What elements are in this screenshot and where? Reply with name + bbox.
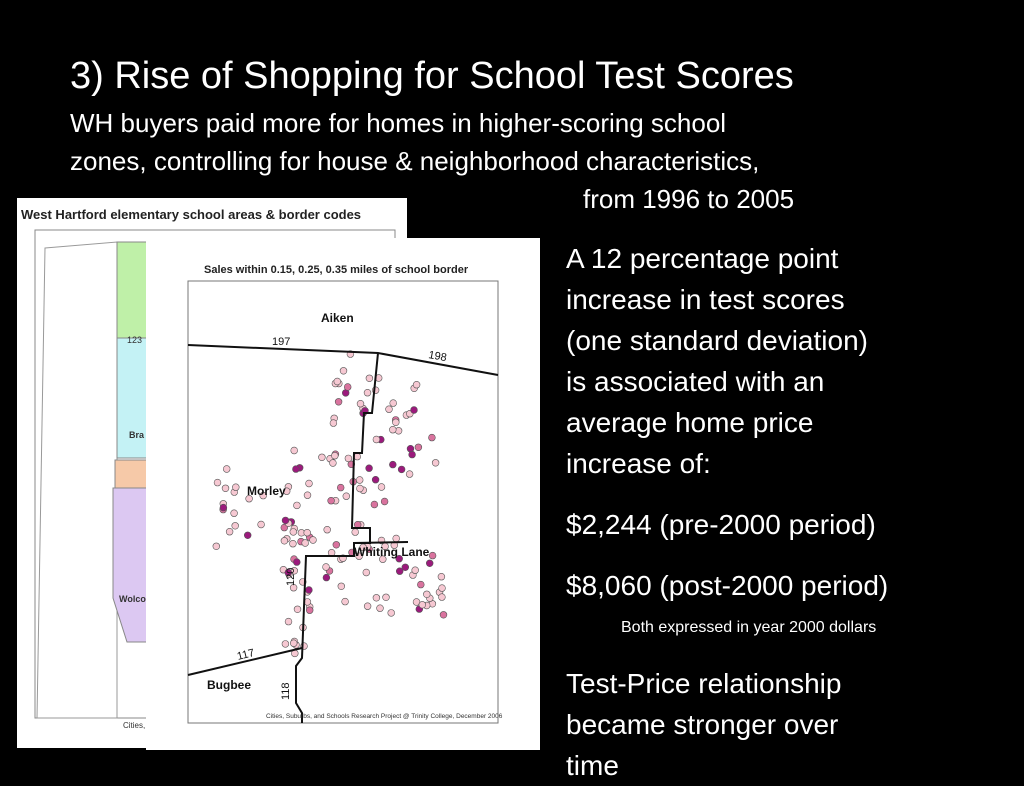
sale-point xyxy=(304,529,311,536)
sale-point xyxy=(323,564,330,571)
sale-point xyxy=(378,484,385,491)
subtitle-line-1: WH buyers paid more for homes in higher-scoring school xyxy=(70,108,727,138)
sale-point xyxy=(357,400,364,407)
sale-point xyxy=(304,492,311,499)
sale-point xyxy=(371,501,378,508)
sale-point xyxy=(439,585,446,592)
sale-point xyxy=(302,540,309,547)
sale-point xyxy=(438,573,445,580)
sale-point xyxy=(226,528,233,535)
sale-point xyxy=(377,605,384,612)
sale-point xyxy=(293,559,300,566)
sale-point xyxy=(440,611,447,618)
sale-point xyxy=(334,378,341,385)
sale-point xyxy=(432,459,439,466)
sale-point xyxy=(393,535,400,542)
school-morley: Morley xyxy=(247,484,286,498)
finding-line-1: A 12 percentage point xyxy=(566,243,839,274)
sale-point xyxy=(373,594,380,601)
map-credit: Cities, xyxy=(123,721,146,730)
sale-point xyxy=(429,434,436,441)
school-label-wolco: Wolco xyxy=(119,594,146,604)
sale-point xyxy=(290,540,297,547)
sale-point xyxy=(372,476,379,483)
sale-point xyxy=(223,466,230,473)
conclusion-line-3: time xyxy=(566,750,619,781)
sale-point xyxy=(291,447,298,454)
sale-point xyxy=(342,598,349,605)
sale-point xyxy=(419,601,426,608)
finding-line-2: increase in test scores xyxy=(566,284,845,315)
sale-point xyxy=(214,479,221,486)
sale-point xyxy=(389,426,396,433)
sale-point xyxy=(373,436,380,443)
post-2000-value: $8,060 (post-2000 period) xyxy=(566,570,889,601)
conclusion-line-1: Test-Price relationship xyxy=(566,668,842,699)
sale-point xyxy=(293,466,300,473)
sales-map-title: Sales within 0.15, 0.25, 0.35 miles of school border xyxy=(204,264,469,276)
sale-point xyxy=(220,504,227,511)
sale-point xyxy=(294,502,301,509)
sale-point xyxy=(290,640,297,647)
sale-point xyxy=(324,526,331,533)
school-areas-map-title: West Hartford elementary school areas & border codes xyxy=(21,207,362,222)
sale-point xyxy=(306,480,313,487)
sale-point xyxy=(426,560,433,567)
finding-line-5: average home price xyxy=(566,407,814,438)
subtitle-line-2: zones, controlling for house & neighborhood characteristics, xyxy=(70,146,760,176)
border-line-whiting xyxy=(354,542,408,543)
sale-point xyxy=(406,471,413,478)
slide-title: 3) Rise of Shopping for School Test Scores xyxy=(70,55,794,97)
school-whiting-lane: Whiting Lane xyxy=(354,545,430,559)
border-code-197: 197 xyxy=(272,336,291,348)
sale-point xyxy=(244,532,251,539)
dollars-note: Both expressed in year 2000 dollars xyxy=(621,619,877,636)
sale-point xyxy=(330,420,337,427)
sale-point xyxy=(357,485,364,492)
sales-border-map-drawing xyxy=(146,238,540,750)
sale-point xyxy=(306,607,313,614)
sale-point xyxy=(423,591,430,598)
sale-point xyxy=(402,564,409,571)
sale-point xyxy=(343,493,350,500)
sale-point xyxy=(282,517,289,524)
sale-point xyxy=(330,460,337,467)
sale-point xyxy=(294,606,301,613)
sale-point xyxy=(392,419,399,426)
conclusion-line-2: became stronger over xyxy=(566,709,839,740)
sale-point xyxy=(328,497,335,504)
sale-point xyxy=(390,400,397,407)
school-aiken: Aiken xyxy=(321,311,354,325)
sale-point xyxy=(232,484,239,491)
sale-point xyxy=(383,594,390,601)
sale-point xyxy=(413,381,420,388)
sale-point xyxy=(381,498,388,505)
sale-point xyxy=(344,384,351,391)
sale-point xyxy=(345,455,352,462)
sale-point xyxy=(319,454,326,461)
sale-point xyxy=(429,552,436,559)
pre-2000-value: $2,244 (pre-2000 period) xyxy=(566,509,876,540)
sale-point xyxy=(366,375,373,382)
subtitle-line-3: from 1996 to 2005 xyxy=(583,184,795,214)
sale-point xyxy=(439,594,446,601)
sale-point xyxy=(340,367,347,374)
sale-point xyxy=(290,529,297,536)
sale-point xyxy=(338,583,345,590)
border-code-120: 120 xyxy=(285,567,297,586)
sale-point xyxy=(386,406,393,413)
sale-point xyxy=(412,567,419,574)
sale-point xyxy=(364,389,371,396)
sale-point xyxy=(258,521,265,528)
sale-point xyxy=(323,574,330,581)
sale-point xyxy=(398,466,405,473)
sale-point xyxy=(409,451,416,458)
border-code-118: 118 xyxy=(280,682,292,700)
sale-point xyxy=(331,452,338,459)
sale-point xyxy=(363,569,370,576)
sale-point xyxy=(232,522,239,529)
sale-point xyxy=(281,537,288,544)
sale-point xyxy=(306,587,313,594)
sale-point xyxy=(285,618,292,625)
sale-point xyxy=(213,543,220,550)
sale-point xyxy=(282,641,289,648)
border-code-123: 123 xyxy=(127,335,143,345)
sale-point xyxy=(415,444,422,451)
sales-map-footer: Cities, Suburbs, and Schools Research Project @ Trinity College, December 2006 xyxy=(266,713,503,720)
sale-point xyxy=(417,581,424,588)
sale-point xyxy=(388,610,395,617)
sale-point xyxy=(335,398,342,405)
sale-point xyxy=(222,485,229,492)
finding-line-6: increase of: xyxy=(566,448,711,479)
sale-point xyxy=(389,461,396,468)
sale-point xyxy=(337,484,344,491)
finding-line-3: (one standard deviation) xyxy=(566,325,868,356)
sale-point xyxy=(411,407,418,414)
sale-point xyxy=(366,465,373,472)
border-code-198: 198 xyxy=(427,349,448,365)
sale-point xyxy=(231,510,238,517)
sale-point xyxy=(333,541,340,548)
sale-point xyxy=(310,537,317,544)
sale-point xyxy=(352,529,359,536)
sales-border-map xyxy=(146,238,540,750)
border-code-117: 117 xyxy=(235,647,256,663)
school-bugbee: Bugbee xyxy=(207,678,252,692)
sale-point xyxy=(364,603,371,610)
sales-dots xyxy=(213,351,447,657)
school-label-bra: Bra xyxy=(129,430,145,440)
sale-point xyxy=(356,477,363,484)
finding-line-4: is associated with an xyxy=(566,366,825,397)
